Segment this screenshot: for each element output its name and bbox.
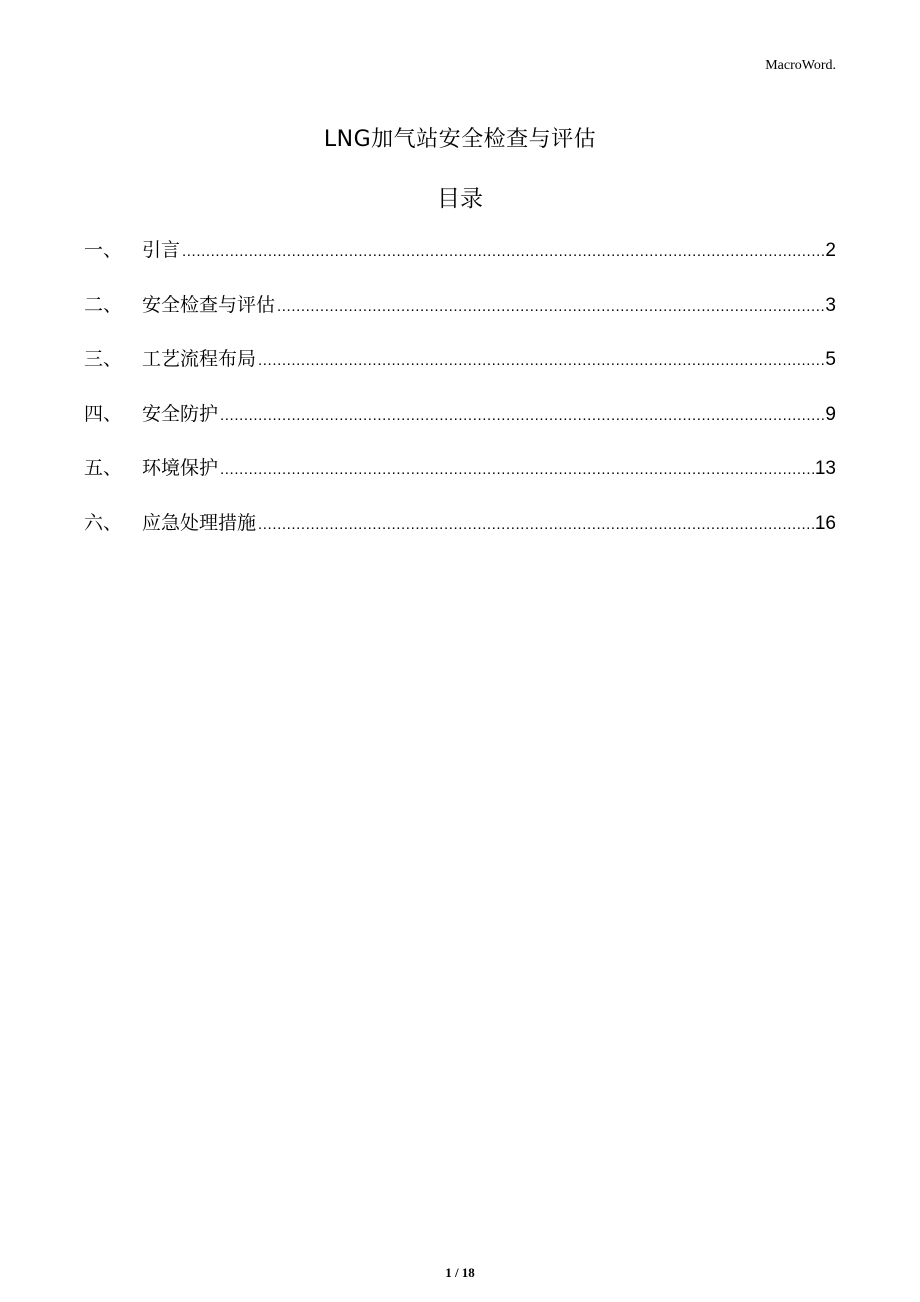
toc-entry-page: 3 (825, 294, 836, 316)
toc-entry-label: 安全检查与评估 (142, 293, 276, 316)
toc-dot-leader (258, 507, 814, 543)
toc-entry-label: 环境保护 (142, 457, 219, 480)
toc-dot-leader (220, 452, 814, 488)
toc-entry-page: 5 (825, 349, 836, 371)
toc-dot-leader (182, 234, 824, 270)
toc-entry-label: 工艺流程布局 (142, 348, 257, 371)
toc-entry-safety-inspection[interactable] (84, 287, 836, 342)
table-of-contents (84, 232, 836, 560)
toc-entry-label: 安全防护 (142, 402, 219, 425)
page-number-indicator: 1 / 18 (445, 1265, 475, 1280)
toc-entry-number: 三、 (84, 348, 123, 371)
toc-entry-safety-protection[interactable] (84, 396, 836, 451)
toc-entry-number: 二、 (84, 293, 123, 316)
toc-dot-leader (258, 343, 824, 379)
toc-entry-page: 13 (814, 458, 836, 480)
document-title: LNG加气站安全检查与评估 (323, 127, 597, 152)
toc-entry-number: 一、 (84, 239, 123, 261)
toc-entry-environmental-protection[interactable] (84, 450, 836, 505)
toc-heading: 目录 (437, 186, 483, 212)
toc-entry-label: 引言 (142, 239, 181, 261)
toc-entry-number: 五、 (84, 457, 123, 480)
toc-entry-page: 2 (825, 240, 836, 261)
toc-entry-page: 9 (825, 403, 836, 425)
toc-entry-number: 四、 (84, 402, 123, 425)
toc-entry-label: 应急处理措施 (142, 511, 257, 534)
toc-entry-process-layout[interactable] (84, 341, 836, 396)
toc-dot-leader (277, 289, 824, 325)
toc-entry-introduction[interactable] (84, 232, 836, 287)
toc-entry-page: 16 (814, 512, 836, 534)
toc-entry-number: 六、 (84, 511, 123, 534)
header-brand: MacroWord. (765, 58, 836, 73)
toc-entry-emergency-measures[interactable] (84, 505, 836, 560)
toc-dot-leader (220, 398, 824, 434)
